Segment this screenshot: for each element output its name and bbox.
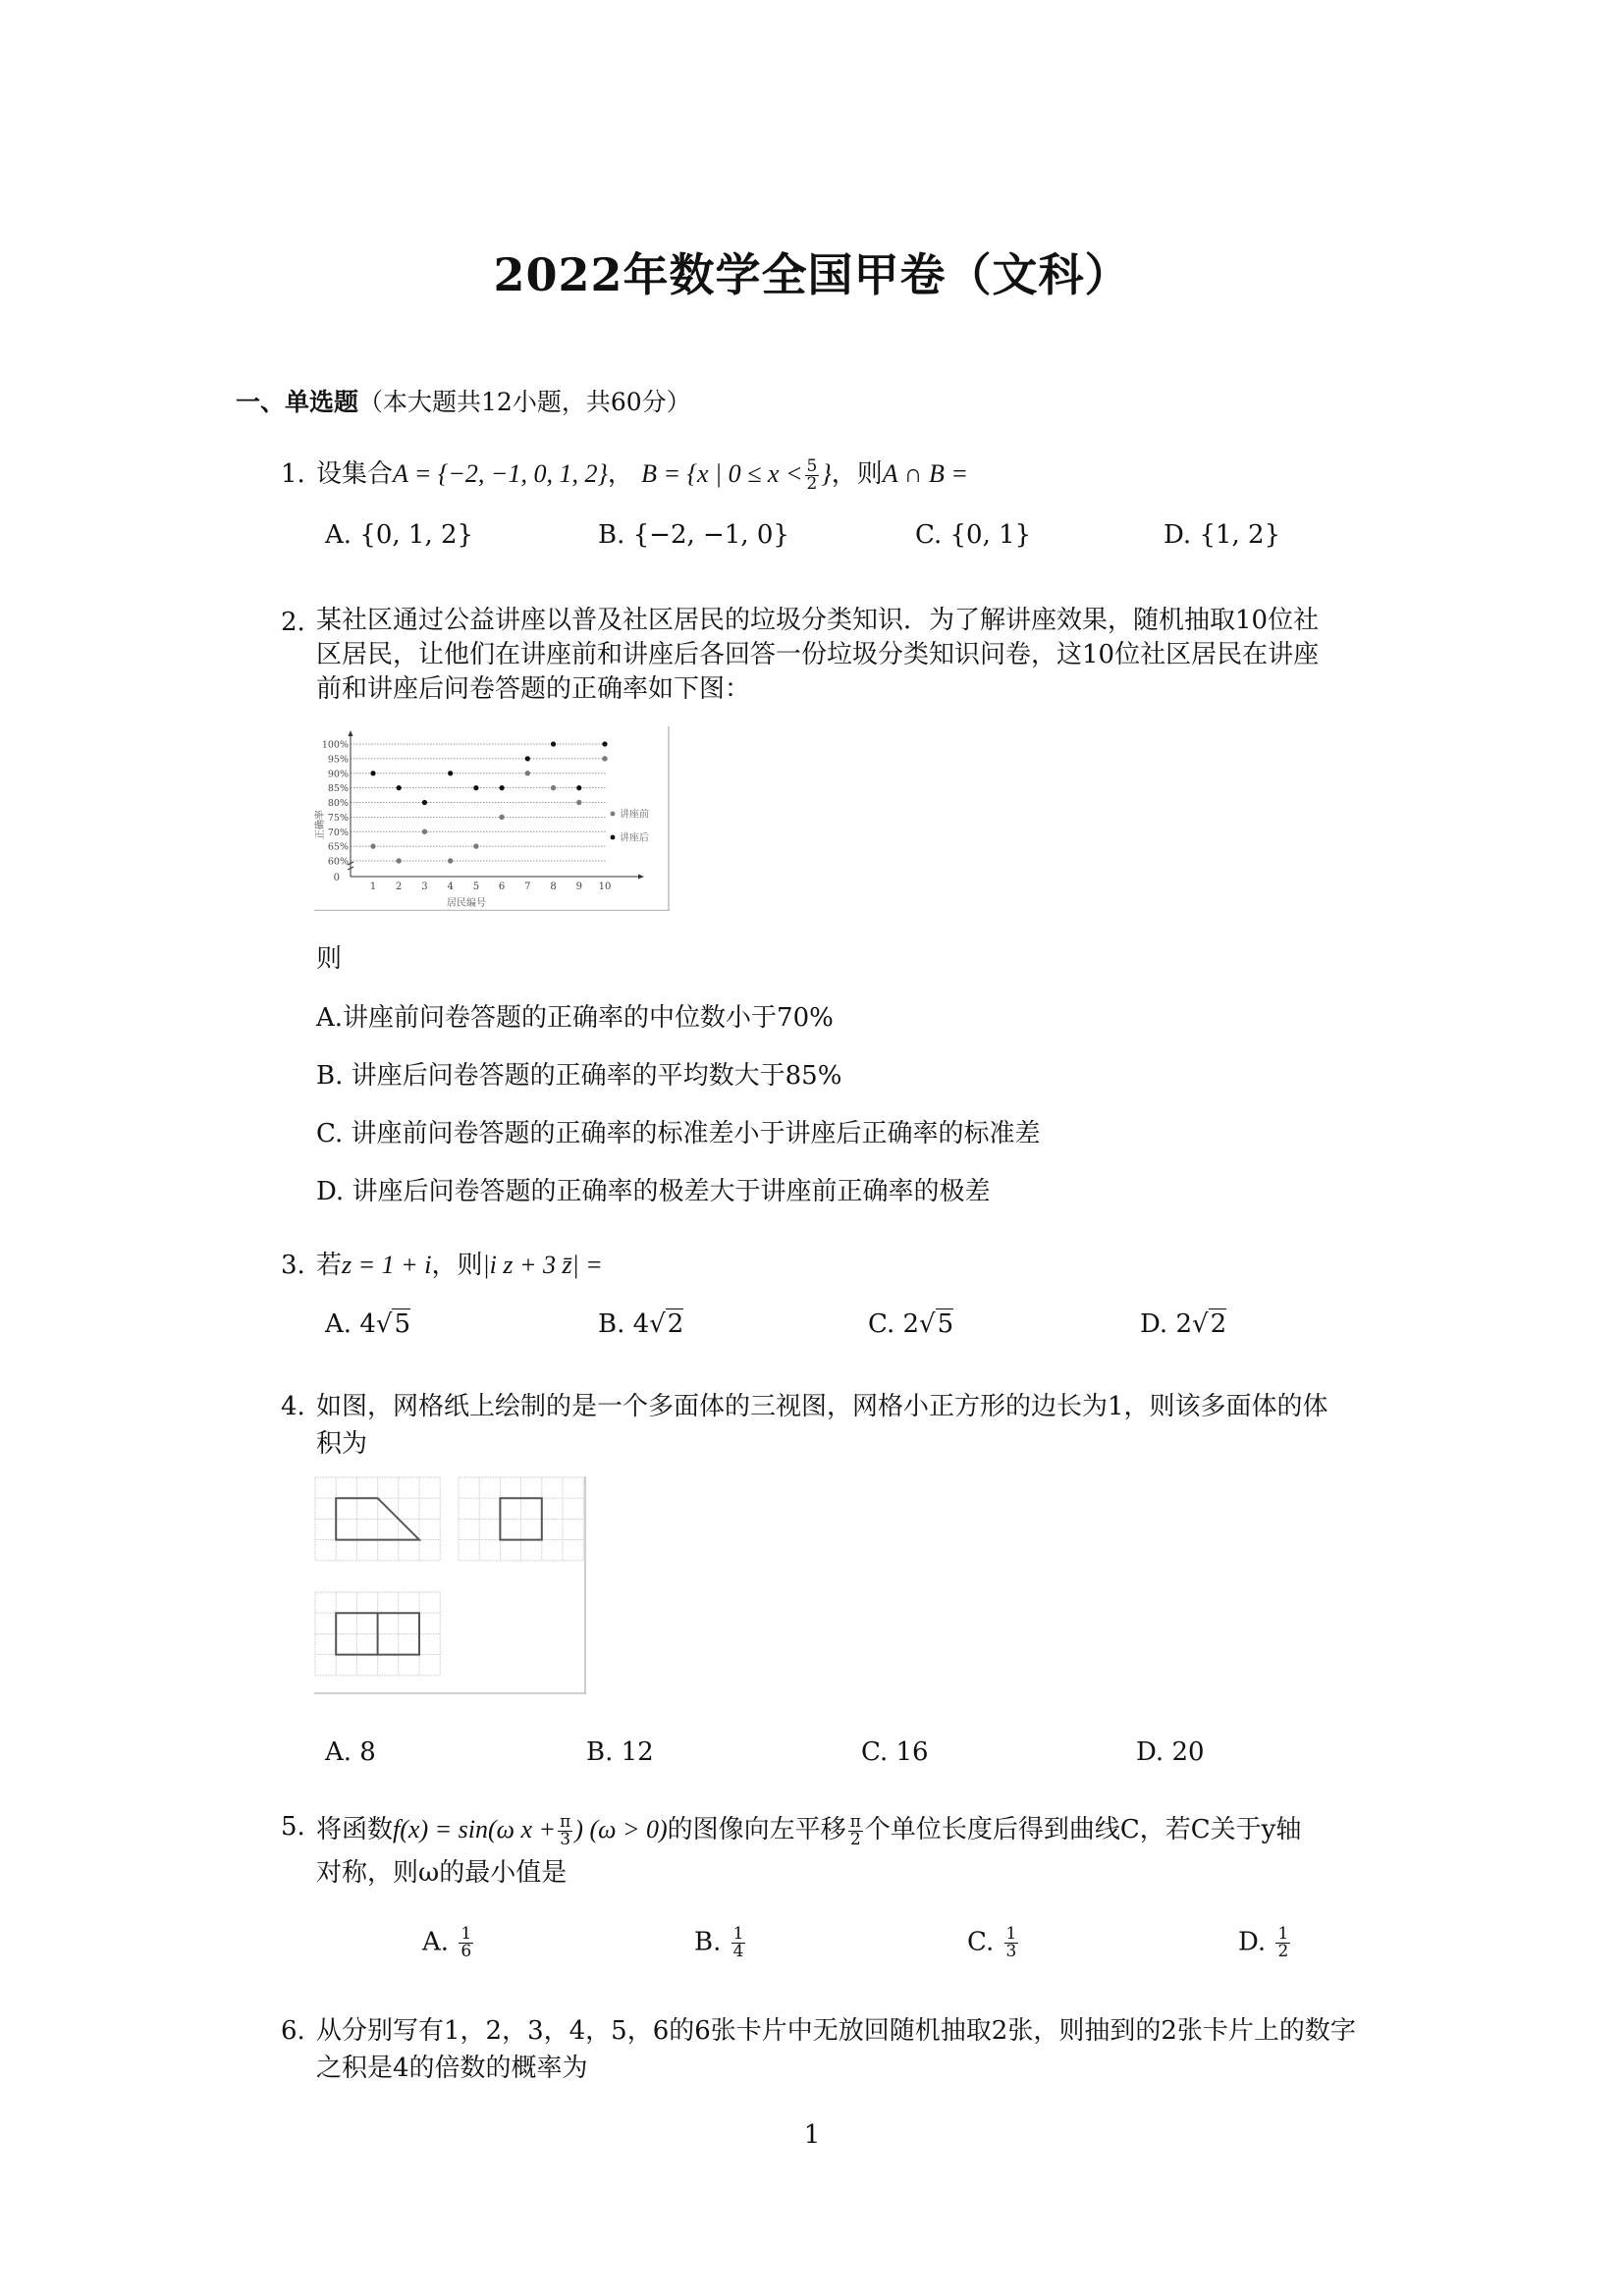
point-before-lecture [422, 829, 427, 834]
option-label: A. [325, 1309, 352, 1339]
point-after-lecture [370, 771, 375, 775]
numerator: 1 [732, 1924, 744, 1944]
point-before-lecture [473, 843, 478, 848]
question-line: 之积是4的倍数的概率为 [316, 2054, 588, 2083]
y-tick-label: 95% [327, 754, 349, 766]
y-axis-label: 正确率 [315, 810, 326, 839]
point-before-lecture [448, 858, 453, 863]
point-after-lecture [602, 741, 607, 746]
text: ，则 [831, 459, 883, 489]
sqrt-icon: √ [375, 1309, 393, 1339]
option-b: B. 12 [586, 1737, 654, 1767]
fraction [848, 1811, 863, 1849]
sqrt-icon: √ [649, 1309, 666, 1339]
text: 将函数 [316, 1815, 394, 1844]
point-after-lecture [525, 756, 530, 761]
option-c: C. {0, 1} [915, 520, 1032, 550]
denominator: 4 [732, 1942, 744, 1961]
option-label: C. [868, 1309, 895, 1339]
question-text [316, 1388, 1416, 1463]
fraction [459, 1926, 473, 1960]
x-tick-label: 6 [498, 881, 506, 892]
option-a [325, 1309, 410, 1339]
option-d [1238, 1926, 1292, 1960]
y-tick-label: 75% [327, 812, 349, 824]
three-view-svg [312, 1474, 589, 1696]
x-tick-label: 10 [598, 881, 612, 892]
option-a: A. 8 [325, 1737, 376, 1767]
x-tick-label: 1 [369, 881, 377, 892]
text: 的图像向左平移 [667, 1815, 846, 1844]
x-axis-arrow-icon [638, 875, 644, 880]
chart-svg [314, 726, 670, 911]
question-line: 从分别写有1，2，3，4，5，6的6张卡片中无放回随机抽取2张，则抽到的2张卡片上的数字 [316, 2016, 1356, 2046]
option-b: B. {−2, −1, 0} [598, 520, 789, 550]
fraction [558, 1811, 572, 1849]
question-3 [0, 1247, 1624, 1286]
then-label: 则 [316, 944, 343, 974]
chart-legend [611, 808, 649, 844]
math-z: z = 1 + i [342, 1251, 432, 1279]
radicand: 2 [667, 1309, 684, 1339]
fraction [1004, 1926, 1019, 1960]
page-title: 2022年数学全国甲卷（文科） [493, 248, 1131, 301]
option-b: B. 讲座后问卷答题的正确率的平均数大于85% [316, 1061, 842, 1091]
legend-marker [611, 835, 616, 840]
question-number: 3. [281, 1251, 305, 1280]
question-line: 如图，网格纸上绘制的是一个多面体的三视图，网格小正方形的边长为1，则该多面体的体 [316, 1392, 1328, 1421]
numerator: 1 [460, 1924, 472, 1944]
y-origin-label: 0 [333, 873, 340, 883]
option-c: C. 讲座前问卷答题的正确率的标准差小于讲座后正确率的标准差 [316, 1119, 1041, 1148]
numerator: 5 [806, 455, 818, 476]
point-before-lecture [370, 843, 375, 848]
question-line: 某社区通过公益讲座以普及社区居民的垃圾分类知识．为了解讲座效果，随机抽取10位社 [316, 606, 1320, 635]
option-a: A. {0, 1, 2} [325, 520, 474, 550]
question-number: 5. [281, 1812, 305, 1842]
numerator: π [560, 1811, 571, 1832]
radicand: 5 [394, 1309, 410, 1339]
chart-axes [348, 730, 644, 880]
text: ， [607, 459, 633, 489]
option-a: A.讲座前问卷答题的正确率的中位数小于70% [316, 1003, 834, 1033]
fraction [731, 1926, 746, 1960]
option-label: B. [598, 1309, 625, 1339]
denominator: 2 [849, 1829, 861, 1849]
chart-x-ticks [370, 881, 612, 892]
question-line: 积为 [316, 1429, 368, 1459]
radicand: 2 [1210, 1309, 1227, 1339]
y-tick-label: 100% [321, 739, 349, 751]
option-d: D. {1, 2} [1164, 520, 1281, 550]
x-tick-label: 5 [472, 881, 480, 892]
point-before-lecture [499, 815, 504, 820]
point-before-lecture [525, 771, 530, 775]
numerator: 1 [1005, 1924, 1017, 1944]
denominator: 3 [1005, 1942, 1017, 1961]
question-line: 区居民，让他们在讲座前和讲座后各回答一份垃圾分类知识问卷，这10位社区居民在讲座 [316, 640, 1320, 669]
option-c [967, 1926, 1020, 1960]
option-label: D. [1238, 1927, 1267, 1957]
question-text [316, 455, 1416, 493]
question-4 [0, 1388, 1624, 1467]
text: 若 [316, 1251, 343, 1280]
three-view-figure [312, 1474, 589, 1696]
section-label: 一、单选题 [236, 388, 359, 416]
coefficient: 4 [632, 1309, 650, 1339]
question-line: 前和讲座后问卷答题的正确率如下图： [316, 674, 751, 704]
x-tick-label: 2 [396, 881, 403, 892]
x-tick-label: 3 [421, 881, 428, 892]
question-number: 4. [281, 1392, 305, 1421]
point-after-lecture [448, 771, 453, 775]
point-before-lecture [397, 858, 402, 863]
point-after-lecture [473, 785, 478, 790]
coefficient: 2 [1175, 1309, 1192, 1339]
point-after-lecture [397, 785, 402, 790]
math-function: f(x) = sin(ω x + [393, 1815, 557, 1843]
question-1 [0, 455, 1624, 495]
question-number: 1. [281, 459, 305, 489]
legend-marker [611, 812, 616, 817]
legend-label: 讲座前 [620, 809, 649, 821]
y-tick-label: 80% [327, 798, 349, 809]
point-after-lecture [551, 741, 556, 746]
y-axis-arrow-icon [349, 730, 353, 736]
section-heading [236, 383, 691, 418]
y-tick-label: 60% [327, 856, 349, 868]
chart-gridlines [351, 744, 607, 861]
radicand: 5 [937, 1309, 954, 1339]
point-after-lecture [422, 800, 427, 805]
question-6 [0, 2012, 1624, 2091]
math-set-a: A = {−2, −1, 0, 1, 2} [393, 459, 608, 488]
coefficient: 4 [359, 1309, 376, 1339]
option-label: C. [967, 1927, 995, 1957]
scatter-chart [314, 726, 670, 911]
fraction [1275, 1926, 1290, 1960]
y-tick-label: 85% [327, 783, 349, 795]
point-after-lecture [500, 785, 505, 790]
question-line [316, 1808, 1416, 1851]
numerator: 1 [1277, 1924, 1289, 1944]
option-label: B. [694, 1927, 722, 1957]
option-c: C. 16 [861, 1737, 929, 1767]
question-2 [0, 604, 1624, 721]
option-c [868, 1309, 953, 1339]
y-tick-label: 90% [327, 769, 349, 780]
option-d: D. 20 [1136, 1737, 1205, 1767]
legend-label: 讲座后 [620, 832, 649, 844]
x-tick-label: 4 [447, 881, 454, 892]
denominator: 6 [460, 1942, 472, 1961]
y-tick-label: 70% [327, 827, 349, 838]
option-b [598, 1309, 683, 1339]
option-label: D. [1140, 1309, 1168, 1339]
sqrt-icon: √ [919, 1309, 936, 1339]
question-text [316, 1247, 1416, 1284]
option-a [422, 1926, 475, 1960]
fraction [805, 455, 820, 494]
side-view [459, 1477, 583, 1561]
option-d: D. 讲座后问卷答题的正确率的极差大于讲座前正确率的极差 [316, 1177, 991, 1206]
front-view [315, 1477, 440, 1561]
question-number: 2. [281, 608, 305, 637]
text: 设集合 [316, 459, 394, 489]
top-view [315, 1592, 440, 1676]
math-set-b: B = {x | 0 ≤ x < [641, 459, 803, 488]
point-before-lecture [551, 785, 556, 790]
denominator: 2 [806, 473, 818, 494]
denominator: 3 [560, 1829, 571, 1849]
y-tick-label: 65% [327, 841, 349, 853]
option-d [1140, 1309, 1226, 1339]
question-5 [0, 1808, 1624, 1896]
section-note: （本大题共12小题，共60分） [358, 388, 691, 416]
denominator: 2 [1277, 1942, 1289, 1961]
text: ，则 [431, 1251, 483, 1280]
numerator: π [849, 1811, 861, 1832]
point-before-lecture [602, 756, 607, 761]
option-label: A. [422, 1927, 450, 1957]
question-text [316, 604, 1416, 707]
point-before-lecture [576, 800, 581, 805]
question-text [316, 1808, 1416, 1895]
math-brace: } [821, 459, 832, 488]
math-condition: ) (ω > 0) [574, 1815, 668, 1843]
question-text [316, 2012, 1416, 2087]
question-line: 对称，则ω的最小值是 [316, 1858, 568, 1888]
x-tick-label: 7 [524, 881, 531, 892]
coefficient: 2 [902, 1309, 920, 1339]
chart-y-ticks [322, 740, 349, 868]
point-after-lecture [576, 785, 581, 790]
question-number: 6. [281, 2016, 305, 2046]
x-axis-label: 居民编号 [447, 898, 486, 909]
math-expr: |i z + 3 z̄| = [482, 1251, 603, 1279]
x-tick-label: 9 [575, 881, 582, 892]
option-b [694, 1926, 747, 1960]
sqrt-icon: √ [1192, 1309, 1209, 1339]
x-tick-label: 8 [550, 881, 557, 892]
text: 个单位长度后得到曲线C，若C关于y轴 [864, 1815, 1302, 1844]
page-number: 1 [803, 2120, 821, 2150]
math-expr: A ∩ B = [882, 459, 968, 488]
